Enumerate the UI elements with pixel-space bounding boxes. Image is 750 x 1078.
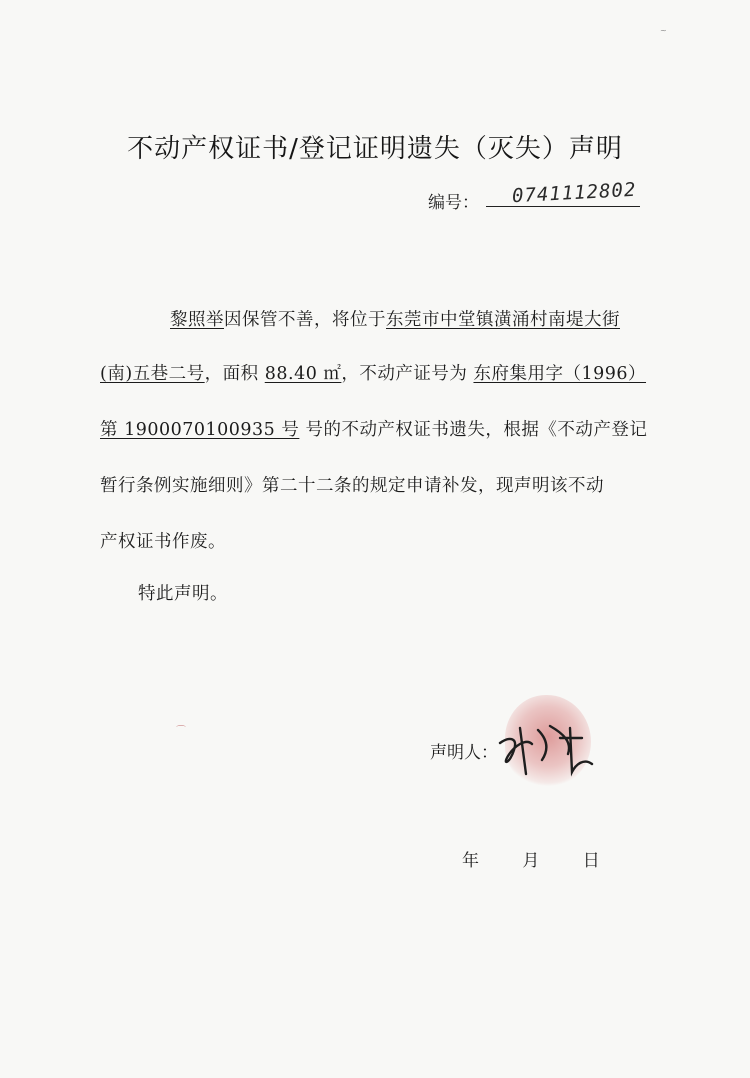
address-part-1: 东莞市中堂镇潢涌村南堤大街 <box>386 310 620 330</box>
area-label: ，面积 <box>204 364 265 384</box>
declarant-label: 声明人： <box>430 743 498 763</box>
line1-text: 因保管不善，将位于 <box>224 310 386 330</box>
page-title: 不动产权证书/登记证明遗失（灭失）声明 <box>127 134 623 164</box>
body-line-2 <box>100 360 646 385</box>
line3-text: 号的不动产权证书遗失，根据《不动产登记 <box>299 420 648 440</box>
serial-label: 编号： <box>428 193 479 213</box>
owner-name: 黎照举 <box>170 310 224 330</box>
ink-speck: ⌒ <box>176 726 186 737</box>
body-line-3 <box>100 416 647 441</box>
date-line: 年 月 日 <box>462 851 600 871</box>
serial-underline <box>486 206 640 207</box>
body-line-5: 产权证书作废。 <box>100 532 226 552</box>
address-part-2: (南)五巷二号 <box>100 364 205 384</box>
area-value: 88.40 ㎡ <box>264 364 342 384</box>
cert-number-part-2: 第 1900070100935 号 <box>100 420 300 440</box>
cert-label: ，不动产证号为 <box>341 364 474 384</box>
closing-text: 特此声明。 <box>138 584 228 604</box>
signature <box>480 708 610 788</box>
serial-number: 0741112802 <box>511 178 637 208</box>
cert-number-part-1: 东府集用字（1996） <box>473 364 647 384</box>
body-line-4: 暂行条例实施细则》第二十二条的规定申请补发，现声明该不动 <box>100 476 604 496</box>
corner-mark: ~ <box>660 26 667 35</box>
body-line-1 <box>170 306 620 331</box>
